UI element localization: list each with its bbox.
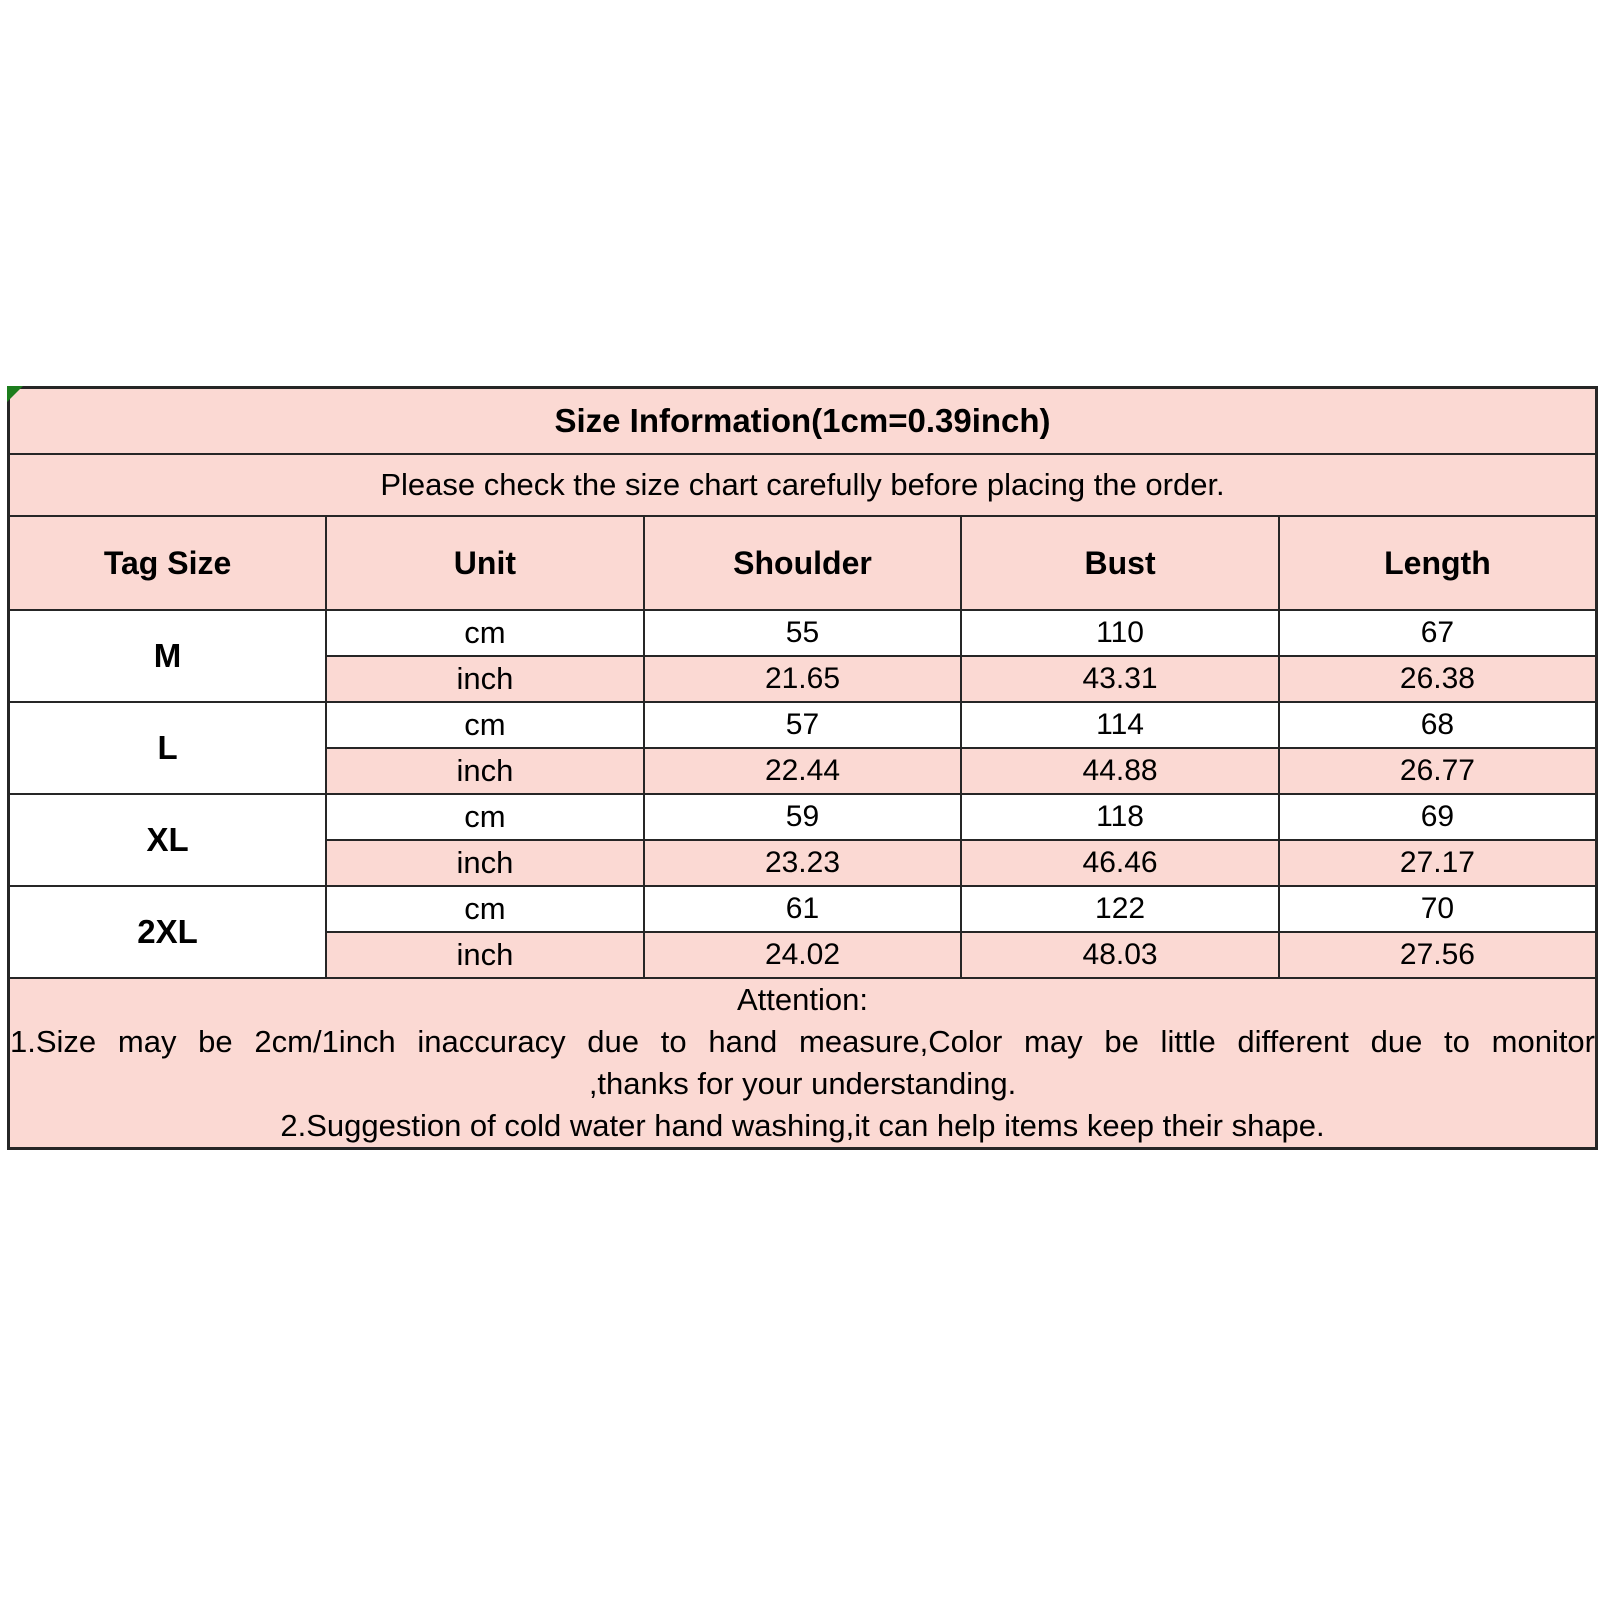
value-cell: 26.38 bbox=[1279, 656, 1597, 702]
value-cell: 27.17 bbox=[1279, 840, 1597, 886]
table-subtitle: Please check the size chart carefully before placing the order. bbox=[9, 454, 1597, 516]
value-cell: 122 bbox=[961, 886, 1279, 932]
value-cell: 57 bbox=[644, 702, 962, 748]
column-header-length: Length bbox=[1279, 516, 1597, 610]
value-cell: 69 bbox=[1279, 794, 1597, 840]
tag-size-cell: XL bbox=[9, 794, 327, 886]
column-header-unit: Unit bbox=[326, 516, 644, 610]
value-cell: 46.46 bbox=[961, 840, 1279, 886]
value-cell: 24.02 bbox=[644, 932, 962, 978]
value-cell: 48.03 bbox=[961, 932, 1279, 978]
tag-size-cell: 2XL bbox=[9, 886, 327, 978]
value-cell: 55 bbox=[644, 610, 962, 656]
unit-cell: inch bbox=[326, 840, 644, 886]
attention-note bbox=[9, 978, 1597, 1149]
column-header-shoulder: Shoulder bbox=[644, 516, 962, 610]
value-cell: 68 bbox=[1279, 702, 1597, 748]
tag-size-cell: M bbox=[9, 610, 327, 702]
value-cell: 59 bbox=[644, 794, 962, 840]
corner-marker-triangle bbox=[7, 386, 23, 402]
attention-line: 2.Suggestion of cold water hand washing,it can help items keep their shape. bbox=[280, 1108, 1325, 1143]
unit-cell: cm bbox=[326, 702, 644, 748]
attention-line: 1.Size may be 2cm/1inch inaccuracy due to hand measure,Color may be little different due to monitor bbox=[10, 1024, 1595, 1059]
unit-cell: cm bbox=[326, 610, 644, 656]
tag-size-cell: L bbox=[9, 702, 327, 794]
value-cell: 27.56 bbox=[1279, 932, 1597, 978]
value-cell: 21.65 bbox=[644, 656, 962, 702]
value-cell: 23.23 bbox=[644, 840, 962, 886]
value-cell: 70 bbox=[1279, 886, 1597, 932]
value-cell: 26.77 bbox=[1279, 748, 1597, 794]
value-cell: 114 bbox=[961, 702, 1279, 748]
size-chart-sheet bbox=[7, 386, 1598, 1150]
value-cell: 110 bbox=[961, 610, 1279, 656]
column-header-bust: Bust bbox=[961, 516, 1279, 610]
value-cell: 61 bbox=[644, 886, 962, 932]
attention-line: ,thanks for your understanding. bbox=[588, 1066, 1017, 1101]
value-cell: 22.44 bbox=[644, 748, 962, 794]
unit-cell: inch bbox=[326, 748, 644, 794]
size-chart-table bbox=[7, 386, 1598, 1150]
value-cell: 118 bbox=[961, 794, 1279, 840]
column-header-tag-size: Tag Size bbox=[9, 516, 327, 610]
table-title: Size Information(1cm=0.39inch) bbox=[9, 388, 1597, 455]
value-cell: 43.31 bbox=[961, 656, 1279, 702]
attention-heading: Attention: bbox=[737, 982, 868, 1017]
value-cell: 67 bbox=[1279, 610, 1597, 656]
unit-cell: cm bbox=[326, 886, 644, 932]
unit-cell: cm bbox=[326, 794, 644, 840]
value-cell: 44.88 bbox=[961, 748, 1279, 794]
unit-cell: inch bbox=[326, 932, 644, 978]
unit-cell: inch bbox=[326, 656, 644, 702]
